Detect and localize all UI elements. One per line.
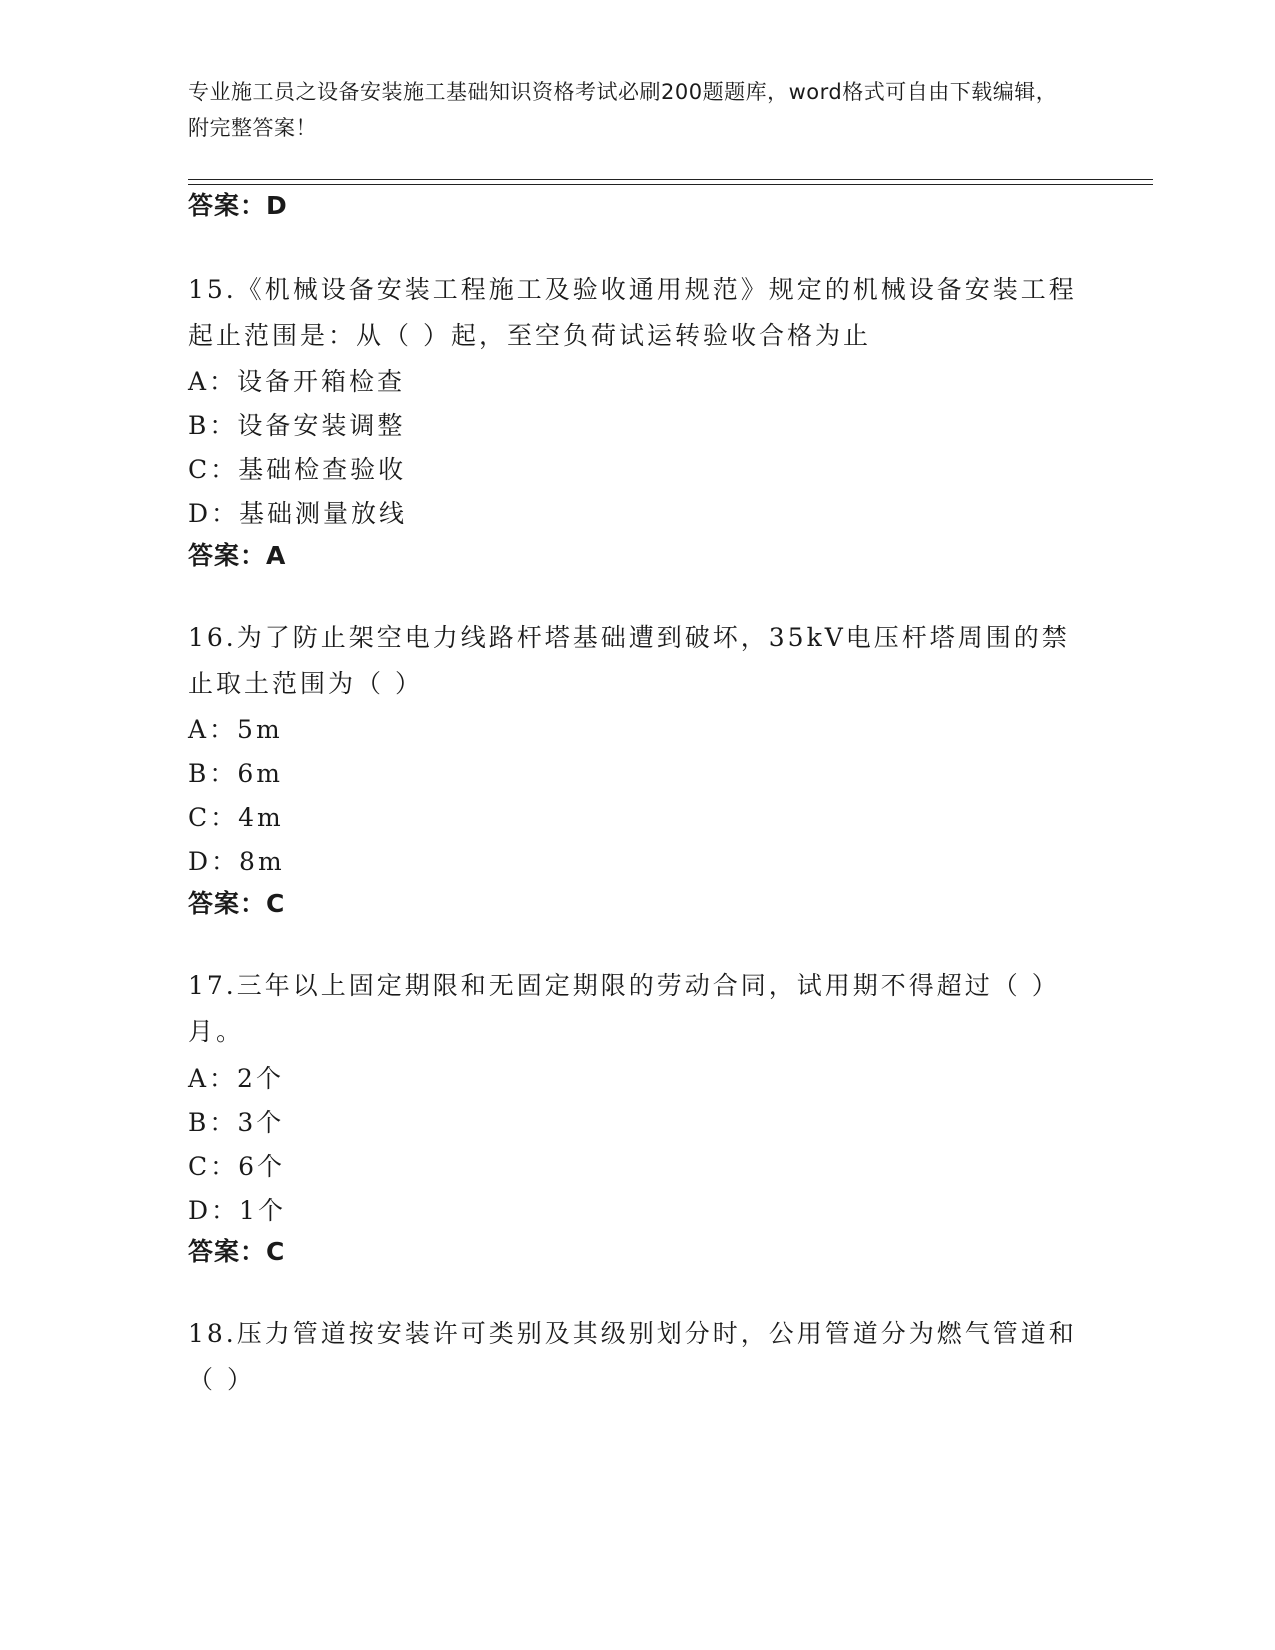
question-17-option-a: A：2个 <box>188 1064 284 1093</box>
question-16-option-a: A：5m <box>188 715 283 744</box>
question-16-answer: 答案：C <box>188 889 286 918</box>
question-17-option-b: B：3个 <box>188 1108 285 1137</box>
question-16-option-c: C：4m <box>188 803 284 832</box>
question-16-option-b: B：6m <box>188 759 283 788</box>
header-divider-top <box>188 179 1153 180</box>
question-17-option-d: D：1个 <box>188 1196 286 1225</box>
question-18-stem: 18.压力管道按安装许可类别及其级别划分时，公用管道分为燃气管道和（ ） <box>188 1319 1077 1394</box>
question-17-stem: 17.三年以上固定期限和无固定期限的劳动合同，试用期不得超过（ ）月。 <box>188 971 1060 1046</box>
header-divider-bottom <box>188 184 1153 185</box>
question-15-stem: 15.《机械设备安装工程施工及验收通用规范》规定的机械设备安装工程起止范围是：从（ ）起，至空负荷试运转验收合格为止 <box>188 275 1077 350</box>
previous-answer: 答案：D <box>188 191 288 220</box>
question-17-option-c: C：6个 <box>188 1152 286 1181</box>
document-header: 专业施工员之设备安装施工基础知识资格考试必刷200题题库，word格式可自由下载编辑，附完整答案！ <box>188 80 1058 140</box>
question-17-answer: 答案：C <box>188 1237 286 1266</box>
question-15-option-c: C：基础检查验收 <box>188 455 407 484</box>
question-15-option-a: A：设备开箱检查 <box>188 367 406 396</box>
question-16-option-d: D：8m <box>188 847 285 876</box>
question-16-stem: 16.为了防止架空电力线路杆塔基础遭到破坏，35kV电压杆塔周围的禁止取土范围为（ ） <box>188 623 1070 698</box>
question-15-answer: 答案：A <box>188 541 287 570</box>
question-15-option-b: B：设备安装调整 <box>188 411 406 440</box>
question-15-option-d: D：基础测量放线 <box>188 499 408 528</box>
